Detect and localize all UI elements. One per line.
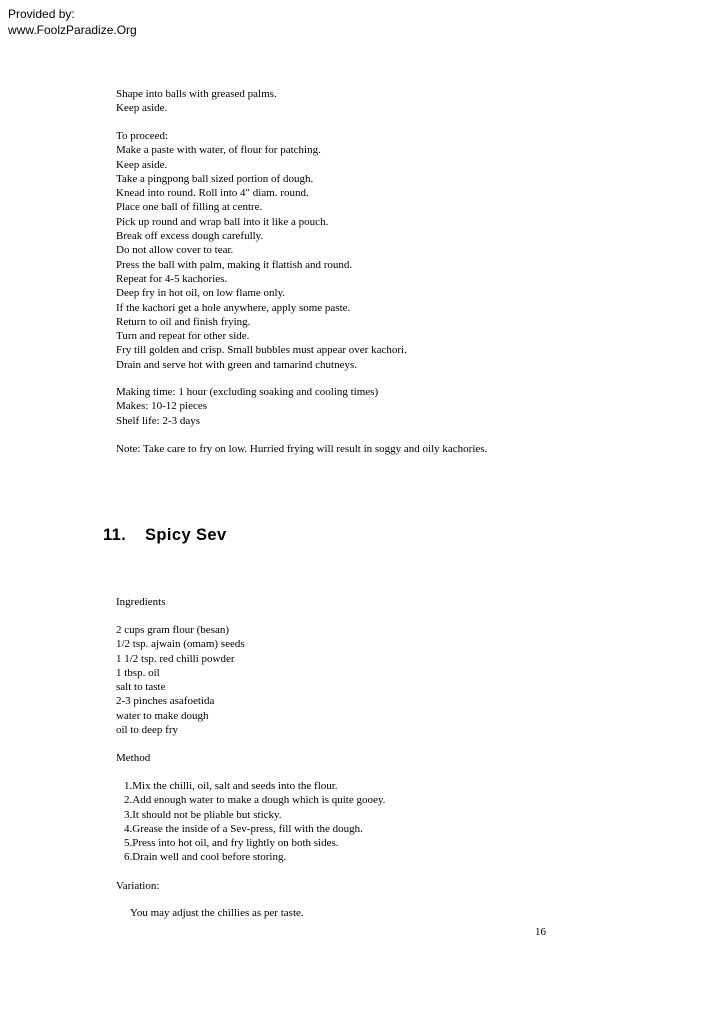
ingredient-item: 2-3 pinches asafoetida: [116, 695, 215, 708]
text-line: Turn and repeat for other side.: [116, 330, 250, 343]
section-title: Spicy Sev: [145, 526, 227, 544]
method-step: 1.Mix the chilli, oil, salt and seeds into the flour.: [124, 780, 338, 792]
text-line: Knead into round. Roll into 4" diam. round.: [116, 187, 309, 200]
ingredient-item: oil to deep fry: [116, 724, 179, 737]
text-line: If the kachori get a hole anywhere, apply some paste.: [116, 301, 351, 314]
text-line: Break off excess dough carefully.: [116, 230, 264, 243]
variation-title-block: [116, 879, 159, 893]
proceed-title: To proceed:: [116, 130, 169, 142]
text-line: Return to oil and finish frying.: [116, 315, 251, 328]
text-line: Shape into balls with greased palms.: [116, 88, 277, 100]
text-line: Drain and serve hot with green and tamarind chutneys.: [116, 358, 358, 371]
method-step: 3.It should not be pliable but sticky.: [124, 808, 282, 821]
section-number: 11.: [103, 526, 127, 544]
ingredients-list: [116, 623, 245, 737]
text-line: Fry till golden and crisp. Small bubbles must appear over kachori.: [116, 344, 407, 357]
ingredients-title: Ingredients: [116, 596, 166, 608]
text-line: Repeat for 4-5 kachories.: [116, 272, 228, 285]
info-section: [116, 385, 378, 428]
text-line: Do not allow cover to tear.: [116, 244, 234, 257]
proceed-section: [116, 129, 407, 372]
ingredient-item: 1 tbsp. oil: [116, 666, 160, 679]
text-line: Deep fry in hot oil, on low flame only.: [116, 287, 286, 300]
ingredients-title-block: [116, 595, 165, 609]
method-steps: [124, 779, 385, 865]
provided-by-header: [8, 6, 137, 38]
ingredient-item: water to make dough: [116, 709, 209, 722]
text-line: Pick up round and wrap ball into it like a pouch.: [116, 215, 329, 228]
ingredient-item: 1 1/2 tsp. red chilli powder: [116, 652, 235, 665]
note-text: Note: Take care to fry on low. Hurried frying will result in soggy and oily kachories.: [116, 443, 488, 455]
making-time: Making time: 1 hour (excluding soaking and cooling times): [116, 386, 379, 398]
text-line: Take a pingpong ball sized portion of dough.: [116, 172, 314, 185]
text-line: Keep aside.: [116, 102, 168, 115]
makes: Makes: 10-12 pieces: [116, 400, 208, 413]
text-line: Keep aside.: [116, 158, 168, 171]
method-title-block: [116, 751, 150, 765]
text-line: Make a paste with water, of flour for patching.: [116, 144, 321, 157]
ingredient-item: salt to taste: [116, 681, 166, 694]
method-step: 2.Add enough water to make a dough which is quite gooey.: [124, 794, 386, 807]
ingredient-item: 1/2 tsp. ajwain (omam) seeds: [116, 638, 245, 651]
shelf-life: Shelf life: 2-3 days: [116, 414, 201, 427]
provided-by-label: Provided by:: [8, 7, 75, 21]
site-link[interactable]: www.FoolzParadize.Org: [8, 23, 137, 37]
text-line: Press the ball with palm, making it flattish and round.: [116, 258, 353, 271]
page-number: 16: [535, 926, 546, 938]
section-heading: [103, 526, 227, 545]
top-lines: [116, 87, 277, 116]
method-step: 4.Grease the inside of a Sev-press, fill with the dough.: [124, 822, 363, 835]
ingredient-item: 2 cups gram flour (besan): [116, 624, 230, 636]
method-step: 5.Press into hot oil, and fry lightly on both sides.: [124, 837, 339, 850]
note-section: [116, 442, 487, 456]
variation-text-block: [130, 906, 304, 920]
variation-text: You may adjust the chillies as per taste.: [130, 907, 304, 919]
variation-title: Variation:: [116, 880, 160, 892]
text-line: Place one ball of filling at centre.: [116, 201, 263, 214]
method-step: 6.Drain well and cool before storing.: [124, 851, 287, 864]
method-title: Method: [116, 752, 151, 764]
